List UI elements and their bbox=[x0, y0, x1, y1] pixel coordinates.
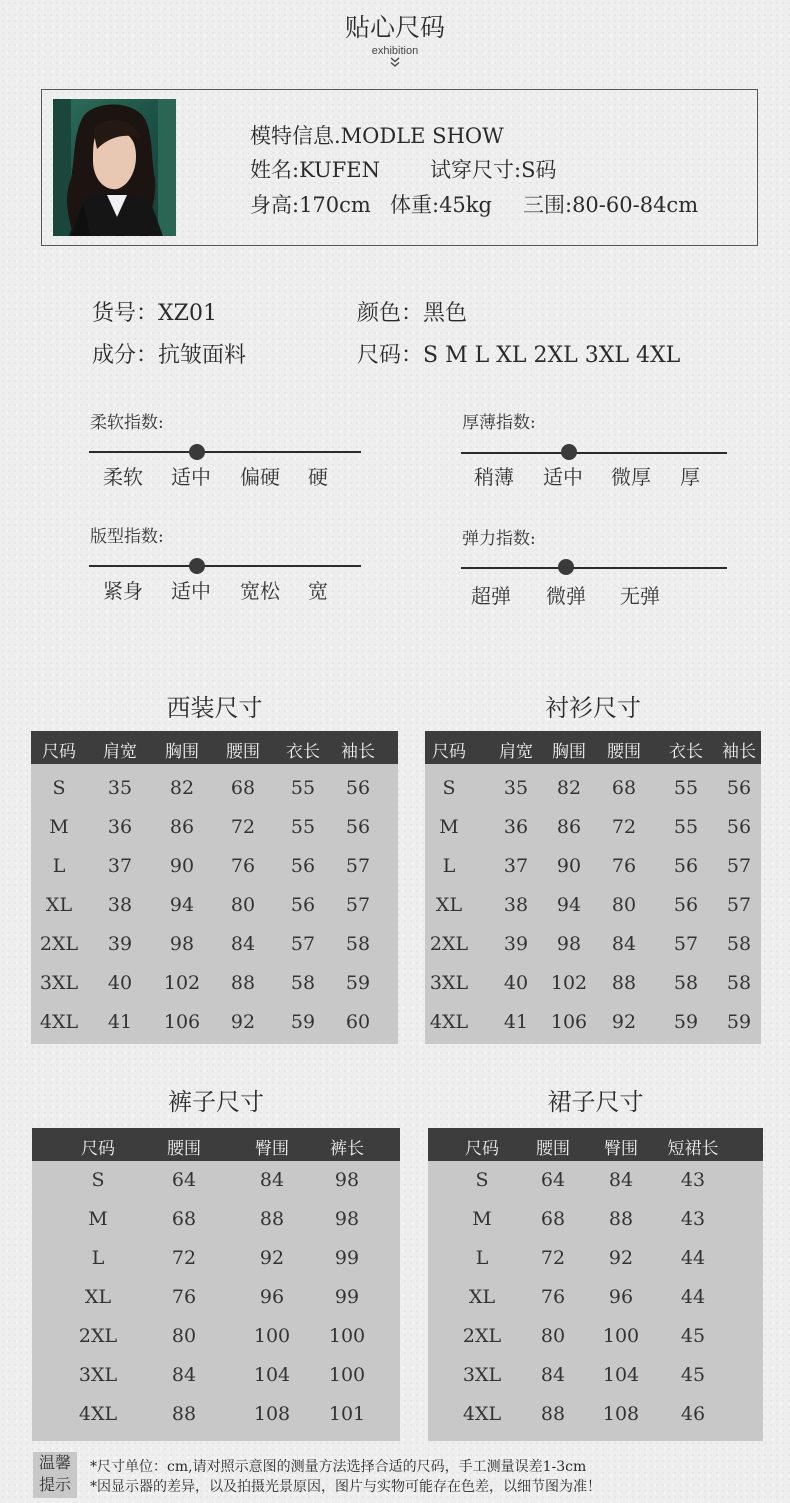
suit-table-header-cell: 腰围 bbox=[226, 742, 260, 762]
suit-table-header-cell: 肩宽 bbox=[103, 742, 137, 762]
suit-table-header-cell: 胸围 bbox=[165, 742, 199, 762]
softness-scale-line bbox=[89, 451, 361, 453]
thickness-option: 稍薄 bbox=[474, 465, 514, 489]
skirt-table-cell: L bbox=[475, 1247, 489, 1269]
shirt-table-cell: 59 bbox=[673, 1011, 699, 1033]
pants-table-cell: L bbox=[91, 1247, 105, 1269]
pants-table-cell: 76 bbox=[171, 1286, 197, 1308]
softness-option: 柔软 bbox=[103, 465, 143, 489]
skirt-table-cell: 45 bbox=[680, 1325, 706, 1347]
thickness-label: 厚薄指数: bbox=[462, 413, 536, 433]
shirt-table-cell: 57 bbox=[726, 855, 752, 877]
shirt-table-title: 衬衫尺寸 bbox=[545, 694, 641, 722]
pants-table-cell: 64 bbox=[171, 1169, 197, 1191]
skirt-table-cell: 64 bbox=[540, 1169, 566, 1191]
shirt-table-cell: 55 bbox=[673, 816, 699, 838]
pants-table-cell: 2XL bbox=[78, 1325, 118, 1347]
suit-table-cell: 82 bbox=[169, 777, 195, 799]
elasticity-scale-marker bbox=[558, 559, 574, 575]
shirt-table-cell: 58 bbox=[726, 972, 752, 994]
shirt-table-cell: 57 bbox=[673, 933, 699, 955]
pants-table-header-cell: 腰围 bbox=[167, 1139, 201, 1159]
double-chevron-down-icon bbox=[0, 56, 790, 70]
pants-table-header-cell: 裤长 bbox=[330, 1139, 364, 1159]
suit-table-cell: 90 bbox=[169, 855, 195, 877]
shirt-table-header-cell: 袖长 bbox=[722, 742, 756, 762]
skirt-table-cell: 72 bbox=[540, 1247, 566, 1269]
shirt-table-cell: 55 bbox=[673, 777, 699, 799]
suit-table-cell: 102 bbox=[163, 972, 201, 994]
suit-table-cell: 56 bbox=[345, 777, 371, 799]
skirt-table-cell: 84 bbox=[608, 1169, 634, 1191]
pants-table-cell: 84 bbox=[171, 1364, 197, 1386]
softness-option: 硬 bbox=[308, 465, 328, 489]
shirt-table-cell: 88 bbox=[611, 972, 637, 994]
suit-table-cell: 84 bbox=[230, 933, 256, 955]
shirt-table-cell: 36 bbox=[503, 816, 529, 838]
skirt-table-cell: S bbox=[475, 1169, 489, 1191]
suit-table-cell: 59 bbox=[290, 1011, 316, 1033]
pants-table-cell: 96 bbox=[259, 1286, 285, 1308]
suit-table-cell: 55 bbox=[290, 777, 316, 799]
suit-table-cell: 39 bbox=[107, 933, 133, 955]
fit-option: 适中 bbox=[171, 579, 211, 603]
fit-scale-line bbox=[89, 565, 361, 567]
pants-table-cell: 88 bbox=[259, 1208, 285, 1230]
fit-option: 紧身 bbox=[103, 579, 143, 603]
skirt-table-header-cell: 臀围 bbox=[604, 1139, 638, 1159]
note-line: *因显示器的差异，以及拍摄光景原因，图片与实物可能存在色差，以细节图为准！ bbox=[90, 1479, 601, 1495]
shirt-table-header-cell: 尺码 bbox=[432, 742, 466, 762]
shirt-table-cell: 56 bbox=[673, 855, 699, 877]
model-body-row bbox=[250, 189, 698, 219]
suit-table-cell: 56 bbox=[290, 894, 316, 916]
skirt-table-cell: 68 bbox=[540, 1208, 566, 1230]
suit-table-header-cell: 衣长 bbox=[286, 742, 320, 762]
shirt-table-cell: S bbox=[442, 777, 456, 799]
pants-table-cell: 108 bbox=[253, 1403, 291, 1425]
shirt-table-cell: 35 bbox=[503, 777, 529, 799]
tips-tag bbox=[33, 1452, 77, 1498]
pants-table-cell: 84 bbox=[259, 1169, 285, 1191]
elasticity-label: 弹力指数: bbox=[462, 529, 536, 549]
skirt-table-header-cell: 短裙长 bbox=[667, 1139, 719, 1159]
suit-table-cell: 3XL bbox=[39, 972, 79, 994]
suit-table-cell: M bbox=[49, 816, 69, 838]
suit-table-cell: 58 bbox=[290, 972, 316, 994]
pants-table-cell: 72 bbox=[171, 1247, 197, 1269]
suit-table-body bbox=[31, 764, 398, 1044]
pants-table-cell: 104 bbox=[253, 1364, 291, 1386]
thickness-option: 微厚 bbox=[611, 465, 651, 489]
suit-table-cell: 86 bbox=[169, 816, 195, 838]
skirt-table-cell: 108 bbox=[602, 1403, 640, 1425]
pants-table-cell: 92 bbox=[259, 1247, 285, 1269]
skirt-table-cell: 76 bbox=[540, 1286, 566, 1308]
suit-table-cell: 92 bbox=[230, 1011, 256, 1033]
page-title: 贴心尺码 bbox=[344, 13, 445, 42]
pants-table-header-cell: 臀围 bbox=[255, 1139, 289, 1159]
skirt-table-cell: 100 bbox=[602, 1325, 640, 1347]
pants-table-cell: XL bbox=[84, 1286, 112, 1308]
shirt-table-cell: 56 bbox=[673, 894, 699, 916]
shirt-table-cell: 92 bbox=[611, 1011, 637, 1033]
suit-table-cell: S bbox=[52, 777, 66, 799]
suit-table-cell: 38 bbox=[107, 894, 133, 916]
suit-table-cell: 58 bbox=[345, 933, 371, 955]
skirt-table-cell: 45 bbox=[680, 1364, 706, 1386]
shirt-table-cell: 106 bbox=[550, 1011, 588, 1033]
shirt-table-cell: 57 bbox=[726, 894, 752, 916]
item-color: 颜色：黑色 bbox=[357, 301, 468, 326]
fit-label: 版型指数: bbox=[90, 527, 164, 547]
shirt-table-cell: 76 bbox=[611, 855, 637, 877]
elasticity-option: 超弹 bbox=[471, 584, 511, 608]
item-material: 成分：抗皱面料 bbox=[92, 343, 247, 368]
shirt-table-cell: 40 bbox=[503, 972, 529, 994]
suit-table-cell: 57 bbox=[290, 933, 316, 955]
model-heading: 模特信息.MODLE SHOW bbox=[250, 124, 504, 148]
shirt-table-cell: 2XL bbox=[429, 933, 469, 955]
skirt-table-cell: 43 bbox=[680, 1169, 706, 1191]
skirt-table-header-cell: 腰围 bbox=[536, 1139, 570, 1159]
model-weight: 体重:45kg bbox=[390, 193, 492, 217]
pants-table-cell: 4XL bbox=[78, 1403, 118, 1425]
shirt-table-cell: 4XL bbox=[429, 1011, 469, 1033]
skirt-table-cell: 96 bbox=[608, 1286, 634, 1308]
suit-table-cell: 80 bbox=[230, 894, 256, 916]
skirt-table-cell: 88 bbox=[608, 1208, 634, 1230]
thickness-scale-line bbox=[461, 452, 727, 454]
suit-table-title: 西装尺寸 bbox=[166, 694, 263, 722]
model-name: 姓名:KUFEN bbox=[250, 158, 380, 182]
suit-table-cell: 41 bbox=[107, 1011, 133, 1033]
shirt-table-header-cell: 肩宽 bbox=[499, 742, 533, 762]
suit-table-cell: 98 bbox=[169, 933, 195, 955]
fit-option: 宽松 bbox=[240, 579, 280, 603]
thickness-option: 厚 bbox=[680, 465, 700, 489]
pants-table-cell: 101 bbox=[328, 1403, 366, 1425]
skirt-table-title: 裙子尺寸 bbox=[547, 1088, 644, 1116]
suit-table-cell: 57 bbox=[345, 855, 371, 877]
shirt-table-header-cell: 腰围 bbox=[607, 742, 641, 762]
shirt-table-cell: 90 bbox=[556, 855, 582, 877]
pants-table-title: 裤子尺寸 bbox=[168, 1088, 264, 1116]
suit-table-cell: 56 bbox=[345, 816, 371, 838]
pants-table-header-cell: 尺码 bbox=[81, 1139, 115, 1159]
suit-table-header-cell: 袖长 bbox=[341, 742, 375, 762]
shirt-table-cell: L bbox=[442, 855, 456, 877]
item-sizes: 尺码：S M L XL 2XL 3XL 4XL bbox=[357, 343, 681, 368]
skirt-table-cell: 4XL bbox=[462, 1403, 502, 1425]
pants-table-cell: 100 bbox=[328, 1364, 366, 1386]
pants-table-cell: S bbox=[91, 1169, 105, 1191]
softness-option: 适中 bbox=[171, 465, 211, 489]
shirt-table-cell: 58 bbox=[673, 972, 699, 994]
suit-table-cell: 68 bbox=[230, 777, 256, 799]
softness-label: 柔软指数: bbox=[90, 413, 164, 433]
shirt-table-cell: 59 bbox=[726, 1011, 752, 1033]
shirt-table-cell: 39 bbox=[503, 933, 529, 955]
suit-table-cell: 60 bbox=[345, 1011, 371, 1033]
skirt-table-cell: 92 bbox=[608, 1247, 634, 1269]
tips-tag-line: 温馨 bbox=[38, 1453, 71, 1472]
skirt-table-cell: 104 bbox=[602, 1364, 640, 1386]
softness-scale-marker bbox=[189, 444, 205, 460]
shirt-table-cell: XL bbox=[435, 894, 463, 916]
pants-table-cell: 100 bbox=[328, 1325, 366, 1347]
shirt-table-cell: 56 bbox=[726, 816, 752, 838]
tips-tag-line: 提示 bbox=[38, 1475, 71, 1494]
shirt-table-cell: 102 bbox=[550, 972, 588, 994]
shirt-table-cell: 3XL bbox=[429, 972, 469, 994]
skirt-table-cell: 84 bbox=[540, 1364, 566, 1386]
elasticity-option: 无弹 bbox=[620, 584, 660, 608]
shirt-table-header-cell: 胸围 bbox=[552, 742, 586, 762]
skirt-table-cell: 44 bbox=[680, 1286, 706, 1308]
shirt-table-header-cell: 衣长 bbox=[669, 742, 703, 762]
shirt-table-cell: 98 bbox=[556, 933, 582, 955]
skirt-table-header-cell: 尺码 bbox=[465, 1139, 499, 1159]
model-try-size: 试穿尺寸:S码 bbox=[430, 158, 557, 182]
note-line: *尺寸单位：cm,请对照示意图的测量方法选择合适的尺码，手工测量误差1-3cm bbox=[90, 1459, 587, 1475]
item-number: 货号：XZ01 bbox=[92, 301, 217, 326]
elasticity-option: 微弹 bbox=[546, 584, 586, 608]
suit-table-cell: 57 bbox=[345, 894, 371, 916]
skirt-table-cell: 43 bbox=[680, 1208, 706, 1230]
pants-table-cell: 98 bbox=[334, 1208, 360, 1230]
skirt-table-cell: 2XL bbox=[462, 1325, 502, 1347]
suit-table-cell: 94 bbox=[169, 894, 195, 916]
pants-table-cell: 80 bbox=[171, 1325, 197, 1347]
skirt-table-cell: 3XL bbox=[462, 1364, 502, 1386]
fit-scale-marker bbox=[189, 558, 205, 574]
shirt-table-cell: 94 bbox=[556, 894, 582, 916]
pants-table-cell: M bbox=[88, 1208, 108, 1230]
skirt-table-cell: XL bbox=[468, 1286, 496, 1308]
shirt-table-cell: 41 bbox=[503, 1011, 529, 1033]
skirt-table-cell: 80 bbox=[540, 1325, 566, 1347]
skirt-table-cell: M bbox=[472, 1208, 492, 1230]
skirt-table-cell: 88 bbox=[540, 1403, 566, 1425]
page-subtitle: exhibition bbox=[371, 45, 419, 57]
shirt-table-cell: 56 bbox=[726, 777, 752, 799]
shirt-table-cell: 68 bbox=[611, 777, 637, 799]
shirt-table-cell: 72 bbox=[611, 816, 637, 838]
shirt-table-cell: M bbox=[439, 816, 459, 838]
thickness-scale-marker bbox=[561, 444, 577, 460]
model-height: 身高:170cm bbox=[250, 193, 371, 217]
suit-table-cell: 40 bbox=[107, 972, 133, 994]
shirt-table-cell: 82 bbox=[556, 777, 582, 799]
skirt-table-cell: 44 bbox=[680, 1247, 706, 1269]
suit-table-cell: 106 bbox=[163, 1011, 201, 1033]
shirt-table-cell: 86 bbox=[556, 816, 582, 838]
shirt-table-header-row bbox=[425, 731, 761, 764]
pants-table-cell: 3XL bbox=[78, 1364, 118, 1386]
shirt-table-cell: 80 bbox=[611, 894, 637, 916]
model-name-row bbox=[250, 154, 556, 184]
model-photo bbox=[53, 99, 176, 236]
pants-table-cell: 68 bbox=[171, 1208, 197, 1230]
shirt-table-cell: 37 bbox=[503, 855, 529, 877]
shirt-table-cell: 38 bbox=[503, 894, 529, 916]
fit-option: 宽 bbox=[308, 579, 328, 603]
pants-table-cell: 100 bbox=[253, 1325, 291, 1347]
suit-table-cell: XL bbox=[45, 894, 73, 916]
softness-option: 偏硬 bbox=[240, 465, 280, 489]
shirt-table-cell: 84 bbox=[611, 933, 637, 955]
pants-table-cell: 99 bbox=[334, 1286, 360, 1308]
suit-table-cell: 37 bbox=[107, 855, 133, 877]
suit-table-cell: 55 bbox=[290, 816, 316, 838]
skirt-table-cell: 46 bbox=[680, 1403, 706, 1425]
thickness-option: 适中 bbox=[543, 465, 583, 489]
suit-table-cell: 56 bbox=[290, 855, 316, 877]
suit-table-cell: 4XL bbox=[39, 1011, 79, 1033]
shirt-table-cell: 58 bbox=[726, 933, 752, 955]
suit-table-cell: L bbox=[52, 855, 66, 877]
suit-table-cell: 35 bbox=[107, 777, 133, 799]
elasticity-scale-line bbox=[461, 567, 727, 569]
suit-table-cell: 36 bbox=[107, 816, 133, 838]
suit-table-header-cell: 尺码 bbox=[42, 742, 76, 762]
pants-table-cell: 88 bbox=[171, 1403, 197, 1425]
suit-table-cell: 76 bbox=[230, 855, 256, 877]
pants-table-cell: 99 bbox=[334, 1247, 360, 1269]
suit-table-cell: 2XL bbox=[39, 933, 79, 955]
suit-table-cell: 88 bbox=[230, 972, 256, 994]
pants-table-cell: 98 bbox=[334, 1169, 360, 1191]
shirt-table-body bbox=[425, 764, 761, 1044]
suit-table-cell: 72 bbox=[230, 816, 256, 838]
suit-table-cell: 59 bbox=[345, 972, 371, 994]
model-measurements: 三围:80-60-84cm bbox=[523, 193, 699, 217]
